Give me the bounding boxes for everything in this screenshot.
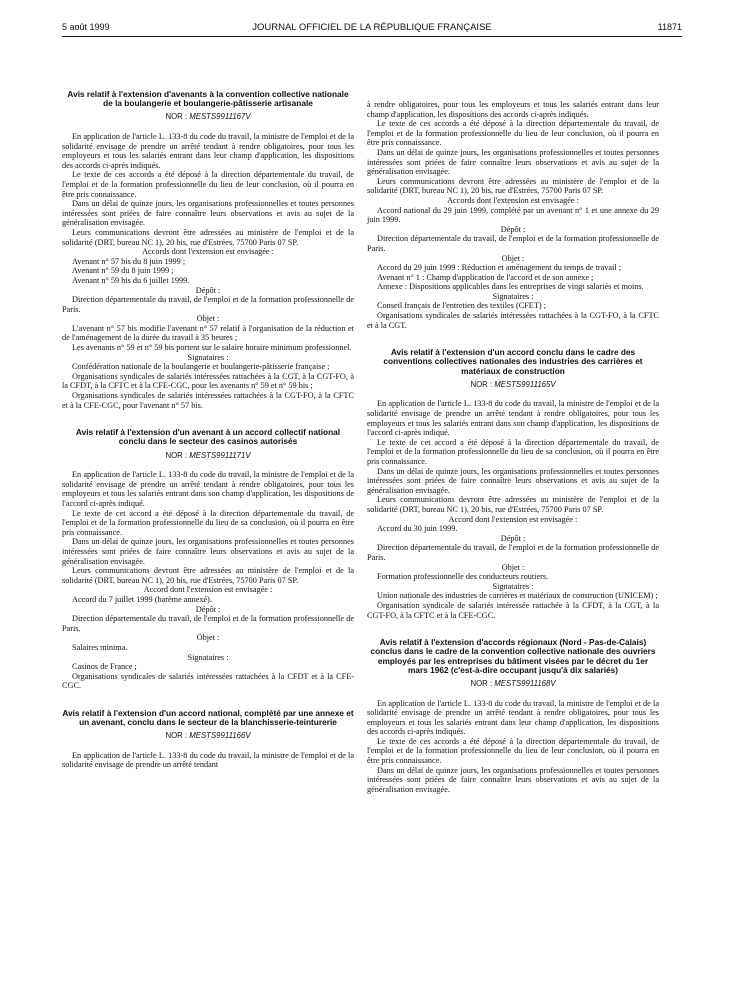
- section-label: Accord dont l'extension est envisagée :: [448, 514, 578, 524]
- paragraph: Organisations syndicales de salariés intéressées rattachées à la CFDT et à la CFE-CGC.: [62, 671, 354, 691]
- paragraph: Le texte de ces accords a été déposé à la direction départementale du travail, de l'emploi et de la formation professionnelle du lieu de leur conclusion, où il pourra en être pris connaissance.: [367, 736, 659, 766]
- nor-reference: [62, 451, 354, 461]
- paragraph: Organisations syndicales de salariés intéressées rattachées à la CGT, à la CGT-FO, à la CFDT, à la CFTC et à la CFE-CGC, pour les avenants n° 59 et n° 59 bis ;: [62, 371, 354, 391]
- notice-title: Avis relatif à l'extension d'avenants à la convention collective nationale de la boulangerie et boulangerie-pâtisserie artisanale: [67, 89, 349, 109]
- paragraph: Annexe : Dispositions applicables dans les entreprises de vingt salariés et moins.: [377, 282, 644, 292]
- paragraph: Organisation syndicale de salariés intéressée rattachée à la CFDT, à la CGT, à la CGT-FO, à la CFTC et à la CFE-CGC.: [367, 600, 659, 620]
- paragraph: En application de l'article L. 133-8 du code du travail, la ministre de l'emploi et de la solidarité envisage de prendre un arrêté tendant: [62, 750, 354, 770]
- header-rule: [62, 36, 682, 37]
- section-label: Dépôt :: [195, 285, 221, 295]
- paragraph: Organisations syndicales de salariés intéressées rattachées à la CGT-FO, à la CFTC et à la CFE-CGC, pour l'avenant n° 57 bis.: [62, 391, 354, 410]
- nor-label: NOR :: [165, 731, 190, 741]
- paragraph: Le texte de cet accord a été déposé à la direction départementale du travail, de l'emploi et de la formation professionnelle du lieu de sa conclusion, où il pourra en être pris connaissance.: [62, 508, 354, 537]
- section-label: Dépôt :: [500, 224, 526, 234]
- nor-value: MESTS9911166V: [189, 731, 251, 741]
- paragraph: Le texte de cet accord a été déposé à la direction départementale du travail, de l'emploi et de la formation professionnelle du lieu de sa conclusion, où il pourra en être pris connaissance.: [367, 437, 659, 467]
- notice-title: Avis relatif à l'extension d'accords régionaux (Nord - Pas-de-Calais) conclus dans le cadre de la convention collective nationale des ouvriers employés par les entreprises du bâtiment visées par le décret du 1er mars 1962 (c'est-à-dire occupant jusqu'à dix salariés): [370, 637, 656, 675]
- paragraph: Leurs communications devront être adressées au ministère de l'emploi et de la solidarité (DRT, bureau NC 1), 20 bis, rue d'Estrées, 75700 Paris 07 SP.: [62, 227, 354, 247]
- paragraph: Direction départementale du travail, de l'emploi et de la formation professionnelle de Paris.: [367, 543, 659, 562]
- paragraph: Dans un délai de quinze jours, les organisations professionnelles et toutes personnes intéressées sont priées de faire connaître leurs observations et avis au sujet de la généralisation envisagée.: [367, 765, 659, 794]
- paragraph: Le texte de ces accords a été déposé à la direction départementale du travail, de l'emploi et de la formation professionnelle du lieu de leur conclusion, où il pourra en être pris connaissance.: [367, 119, 659, 148]
- nor-reference: [367, 380, 659, 390]
- paragraph: En application de l'article L. 133-8 du code du travail, la ministre de l'emploi et de la solidarité envisage de prendre un arrêté tendant à rendre obligatoires, pour tous les employeurs et tous les salariés entrant dans son champ d'application, les dispositions de l'accord ci-après indiqué.: [62, 470, 354, 508]
- section-label: Signataires :: [187, 352, 229, 362]
- paragraph: Le texte de ces accords a été déposé à la direction départementale du travail, de l'emploi et de la formation professionnelle du lieu de leur conclusion, où il pourra en être pris connaissance.: [62, 170, 354, 199]
- left-column: [62, 90, 354, 770]
- paragraph: Accord du 7 juillet 1999 (barème annexé).: [72, 594, 212, 604]
- paragraph: Dans un délai de quinze jours, les organisations professionnelles et toutes personnes intéressées sont priées de faire connaître leurs observations et avis au sujet de la généralisation envisagée.: [367, 466, 659, 495]
- section-label: Accords dont l'extension est envisagée :: [142, 247, 274, 257]
- paragraph: Direction départementale du travail, de l'emploi et de la formation professionnelle de Paris.: [367, 234, 659, 253]
- nor-label: NOR :: [470, 678, 495, 688]
- nor-value: MESTS9911168V: [494, 678, 556, 688]
- section-label: Objet :: [501, 562, 525, 572]
- nor-label: NOR :: [470, 379, 495, 389]
- paragraph: Accord du 30 juin 1999.: [377, 524, 458, 534]
- section-label: Signataires :: [187, 652, 229, 662]
- issue-date: 5 août 1999: [62, 22, 110, 32]
- paragraph: Direction départementale du travail, de l'emploi et de la formation professionnelle de Paris.: [62, 614, 354, 633]
- paragraph: Union nationale des industries de carrières et matériaux de construction (UNICEM) ;: [377, 591, 658, 601]
- paragraph: Avenant n° 57 bis du 8 juin 1999 ;: [72, 256, 186, 266]
- section-label: Objet :: [196, 633, 220, 643]
- paragraph: En application de l'article L. 133-8 du code du travail, la ministre de l'emploi et de la solidarité envisage de prendre un arrêté tendant à rendre obligatoires, pour tous les employeurs et tous les salariés entrant dans leur champ d'application, les dispositions des accords ci-après indiqués.: [367, 698, 659, 737]
- notice-title: Avis relatif à l'extension d'un accord conclu dans le cadre des conventions collectives nationales des industries des carrières et matériaux de construction: [383, 347, 643, 376]
- paragraph: En application de l'article L. 133-8 du code du travail, la ministre de l'emploi et de la solidarité envisage de prendre un arrêté tendant à rendre obligatoires, pour tous les employeurs et tous les salariés entrant dans leur champ d'application, les dispositions des accords ci-après indiqués.: [62, 132, 354, 170]
- paragraph: à rendre obligatoires, pour tous les employeurs et tous les salariés entrant dans leur champ d'application, les dispositions des accords ci-après indiqués.: [367, 100, 659, 119]
- paragraph: Confédération nationale de la boulangerie et boulangerie-pâtisserie française ;: [72, 362, 330, 372]
- notice-title: Avis relatif à l'extension d'un accord national, complété par une annexe et un avenant, conclu dans le secteur de la blanchisserie-teinturerie: [62, 707, 354, 728]
- section-label: Dépôt :: [500, 533, 526, 543]
- paragraph: Conseil français de l'entretien des textiles (CFET) ;: [377, 301, 546, 311]
- nor-value: MESTS9911171V: [189, 450, 251, 460]
- section-label: Accords dont l'extension est envisagée :: [447, 195, 579, 205]
- paragraph: Organisations syndicales de salariés intéressées rattachées à la CGT-FO, à la CFTC et à la CGT.: [367, 311, 659, 330]
- paragraph: Dans un délai de quinze jours, les organisations professionnelles et toutes personnes intéressées sont priées de faire connaître leurs observations et avis au sujet de la généralisation envisagée.: [367, 147, 659, 177]
- nor-value: MESTS9911167V: [189, 112, 251, 122]
- nor-reference: [367, 679, 659, 689]
- section-label: Signataires :: [492, 291, 534, 301]
- paragraph: Formation professionnelle des conducteurs routiers.: [377, 572, 549, 582]
- notice-title: Avis relatif à l'extension d'un avenant à un accord collectif national conclu dans le secteur des casinos autorisés: [75, 427, 341, 447]
- paragraph: Direction départementale du travail, de l'emploi et de la formation professionnelle de Paris.: [62, 295, 354, 314]
- section-label: Objet :: [501, 253, 525, 263]
- paragraph: Les avenants n° 59 et n° 59 bis portent sur le salaire horaire minimum professionnel.: [72, 343, 352, 353]
- paragraph: En application de l'article L. 133-8 du code du travail, la ministre de l'emploi et de la solidarité envisage de prendre un arrêté tendant à rendre obligatoires, pour tous les employeurs et tous les salariés entrant dans son champ d'application, les dispositions de l'accord ci-après indiqué.: [367, 399, 659, 438]
- section-label: Signataires :: [492, 581, 534, 591]
- nor-reference: [62, 731, 354, 741]
- page-number: 11871: [657, 22, 682, 32]
- paragraph: Dans un délai de quinze jours, les organisations professionnelles et toutes personnes intéressées sont priées de faire connaître leurs observations et avis au sujet de la généralisation envisagée.: [62, 537, 354, 566]
- nor-label: NOR :: [165, 112, 190, 122]
- paragraph: Dans un délai de quinze jours, les organisations professionnelles et toutes personnes intéressées sont priées de faire connaître leurs observations et avis au sujet de la généralisation envisagée.: [62, 199, 354, 228]
- journal-title: JOURNAL OFFICIEL DE LA RÉPUBLIQUE FRANÇAISE: [252, 22, 492, 33]
- paragraph: Salaires minima.: [72, 642, 128, 652]
- paragraph: Casinos de France ;: [72, 662, 137, 672]
- nor-reference: [62, 112, 354, 122]
- paragraph: Accord du 29 juin 1999 : Réduction et aménagement du temps de travail ;: [377, 263, 621, 273]
- section-label: Objet :: [196, 314, 220, 324]
- paragraph: Avenant n° 1 : Champ d'application de l'accord et de son annexe ;: [377, 272, 594, 282]
- right-column: [367, 100, 659, 794]
- page-header: [62, 22, 682, 36]
- section-label: Accord dont l'extension est envisagée :: [143, 585, 273, 595]
- paragraph: Leurs communications devront être adressées au ministère de l'emploi et de la solidarité (DRT, bureau NC 1), 20 bis, rue d'Estrées, 75700 Paris 07 SP.: [367, 176, 659, 196]
- nor-value: MESTS9911165V: [494, 379, 556, 389]
- paragraph: Leurs communications devront être adressées au ministère de l'emploi et de la solidarité (DRT, bureau NC 1), 20 bis, rue d'Estrées, 75700 Paris 07 SP.: [62, 566, 354, 585]
- paragraph: Leurs communications devront être adressées au ministère de l'emploi et de la solidarité (DRT, bureau NC 1), 20 bis, rue d'Estrées, 75700 Paris 07 SP.: [367, 495, 659, 514]
- section-label: Dépôt :: [195, 604, 221, 614]
- paragraph: Avenant n° 59 du 8 juin 1999 ;: [72, 266, 174, 276]
- paragraph: Accord national du 29 juin 1999, complété par un avenant n° 1 et une annexe du 29 juin 1999.: [367, 205, 659, 225]
- nor-label: NOR :: [165, 450, 190, 460]
- paragraph: Avenant n° 59 bis du 6 juillet 1999.: [72, 275, 190, 285]
- paragraph: L'avenant n° 57 bis modifie l'avenant n° 57 relatif à l'organisation de la réduction et de l'aménagement de la durée du travail à 35 heures ;: [62, 323, 354, 343]
